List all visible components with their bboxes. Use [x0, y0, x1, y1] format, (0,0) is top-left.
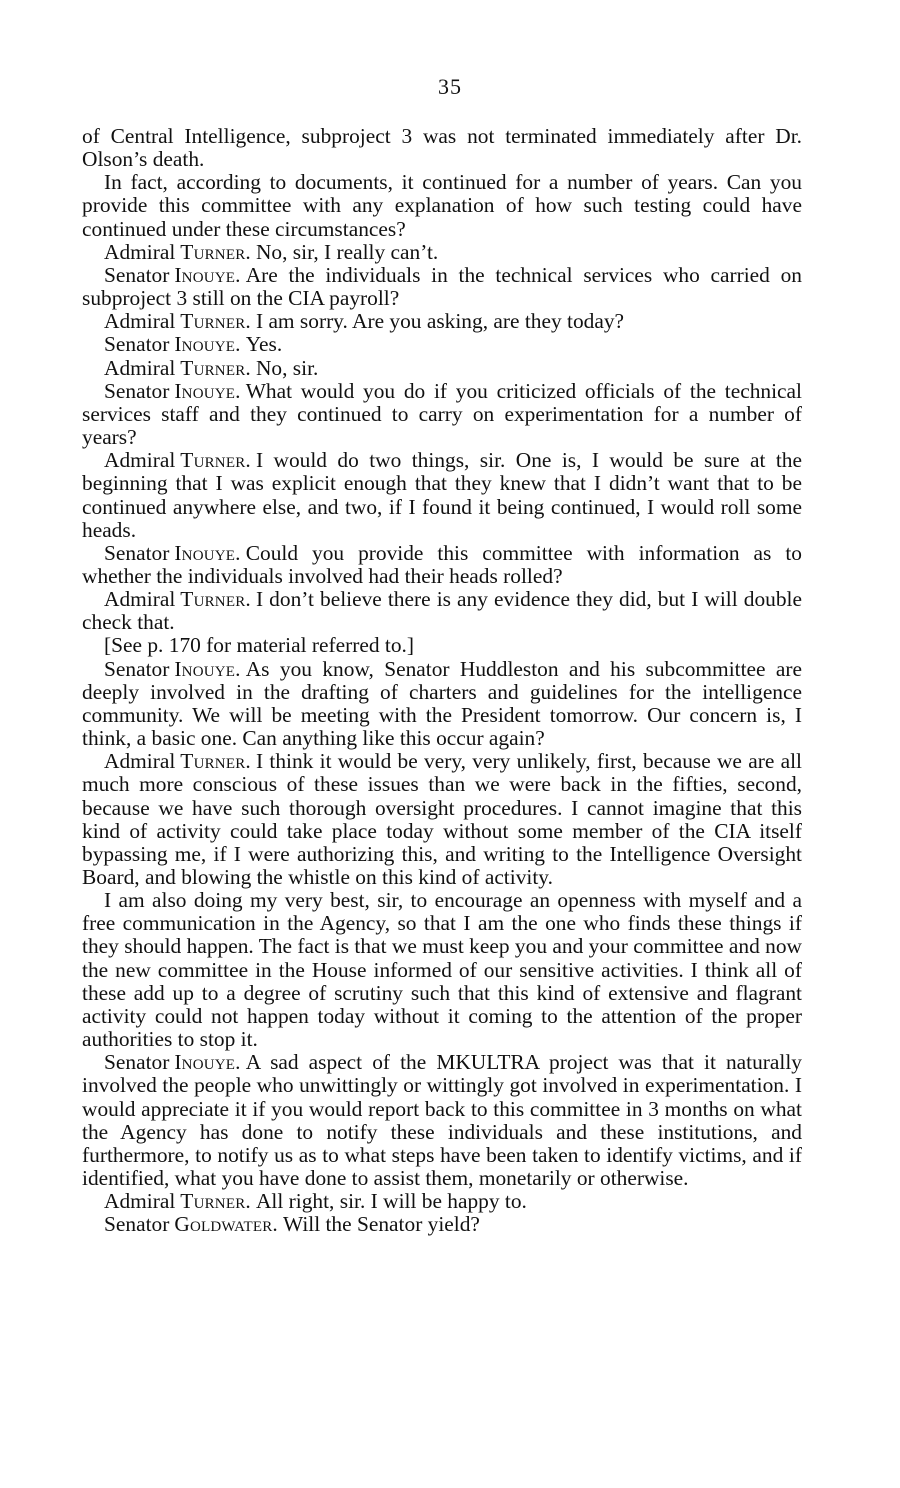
speaker-name: Turner . — [180, 356, 251, 380]
testimony-inouye — [82, 1051, 802, 1190]
testimony-inouye — [82, 333, 802, 356]
speaker-name: Turner . — [180, 309, 251, 333]
speaker-name: Inouye . — [174, 657, 240, 681]
speaker-title: Admiral — [104, 1189, 176, 1214]
testimony-inouye — [82, 658, 802, 751]
paragraph — [82, 171, 802, 240]
testimony-text: Are the individuals in the technical services who carried on subproject 3 still on the CIA payroll? — [82, 262, 802, 311]
speaker-name: Turner . — [180, 1189, 251, 1213]
testimony-turner — [82, 449, 802, 542]
testimony-text: A sad aspect of the MKULTRA project was that it naturally involved the people who unwittingly or wittingly got involved in experimentation. I would appreciate it if you would report back to this committee in 3 months on what the Agency has done to notify these individuals and these institutions, and furthermore, to notify us as to what steps have been taken to identify victims, and if identified, what you have done to assist them, monetarily or otherwise. — [82, 1050, 802, 1191]
testimony-text: I would do two things, sir. One is, I would be sure at the beginning that I was explicit enough that they knew that I didn’t want that to be continued anywhere else, and two, if I found it being continued, I would roll some heads. — [82, 448, 802, 542]
page-number: 35 — [438, 74, 462, 99]
testimony-inouye — [82, 380, 802, 449]
testimony-text: Could you provide this committee with information as to whether the individuals involved had their heads rolled? — [82, 540, 802, 588]
speaker-title: Admiral — [104, 587, 176, 612]
testimony-inouye — [82, 264, 802, 310]
speaker-name: Turner . — [180, 749, 251, 773]
speaker-title: Admiral — [104, 239, 176, 264]
speaker-name: Goldwater . — [174, 1212, 278, 1236]
testimony-text: Yes. — [245, 332, 283, 357]
speaker-title: Admiral — [104, 448, 176, 473]
speaker-name: Inouye . — [174, 379, 240, 403]
testimony-text: I think it would be very, very unlikely, first, because we are all much more conscious of these issues than we were back in the fifties, second, because we have such thorough oversight procedures. I cannot imagine that this kind of activity could take place today without some member of the CIA itself bypassing me, if I were authorizing this, and writing to the Intelligence Oversight Board, and blowing the whistle on this kind of activity. — [82, 749, 802, 889]
testimony-goldwater — [82, 1213, 802, 1236]
testimony-text: I don’t believe there is any evidence they did, but I will double check that. — [82, 587, 802, 635]
paragraph-text: I am also doing my very best, sir, to encourage an openness with myself and a free communication in the Agency, so that I am the one who finds these things if they should happen. The fact is that we must keep you and your committee and now the new committee in the House informed of our sensitive activities. I think all of these add up to a degree of scrutiny such that this kind of extensive and flagrant activity could not happen today without it coming to the attention of the proper authorities to stop it. — [82, 888, 802, 1052]
testimony-text: As you know, Senator Huddleston and his subcommittee are deeply involved in the drafting of charters and guidelines for the intelligence community. We will be meeting with the President tomorrow. Our concern is, I think, a basic one. Can anything like this occur again? — [82, 656, 802, 751]
speaker-name: Turner . — [180, 448, 251, 472]
speaker-title: Senator — [104, 1212, 170, 1237]
testimony-turner — [82, 750, 802, 889]
testimony-turner — [82, 310, 802, 333]
speaker-title: Admiral — [104, 749, 176, 774]
paragraph-text: In fact, according to documents, it continued for a number of years. Can you provide this committee with any explanation of how such testing could have continued under these circumstances? — [82, 170, 802, 241]
speaker-title: Senator — [104, 1050, 170, 1075]
testimony-turner — [82, 241, 802, 264]
speaker-title: Admiral — [104, 355, 176, 380]
speaker-title: Admiral — [104, 309, 176, 334]
speaker-title: Senator — [104, 262, 170, 287]
transcript-body — [82, 125, 802, 1237]
speaker-title: Senator — [104, 332, 170, 357]
paragraph — [82, 889, 802, 1051]
testimony-turner — [82, 1190, 802, 1213]
speaker-name: Inouye . — [174, 541, 240, 565]
editorial-note — [82, 634, 802, 657]
speaker-name: Turner . — [180, 240, 251, 264]
speaker-name: Turner . — [180, 587, 251, 611]
speaker-name: Inouye . — [174, 332, 240, 356]
testimony-inouye — [82, 542, 802, 588]
speaker-name: Inouye . — [174, 263, 240, 287]
speaker-title: Senator — [104, 378, 170, 403]
speaker-title: Senator — [104, 540, 170, 565]
testimony-turner — [82, 357, 802, 380]
editorial-note-text: [See p. 170 for material referred to.] — [104, 633, 415, 658]
testimony-text: Will the Senator yield? — [282, 1212, 480, 1237]
speaker-title: Senator — [104, 656, 170, 681]
testimony-turner — [82, 588, 802, 634]
speaker-name: Inouye . — [174, 1050, 240, 1074]
testimony-text: What would you do if you criticized officials of the technical services staff and they continued to carry on experimentation for a number of years? — [82, 378, 802, 450]
testimony-text: I am sorry. Are you asking, are they today? — [255, 309, 625, 334]
paragraph-text: of Central Intelligence, subproject 3 was not terminated immediately after Dr. Olson’s death. — [82, 124, 802, 172]
paragraph-continuation — [82, 125, 802, 171]
testimony-text: No, sir, I really can’t. — [255, 239, 439, 264]
testimony-text: All right, sir. I will be happy to. — [255, 1189, 527, 1214]
testimony-text: No, sir. — [255, 355, 319, 380]
